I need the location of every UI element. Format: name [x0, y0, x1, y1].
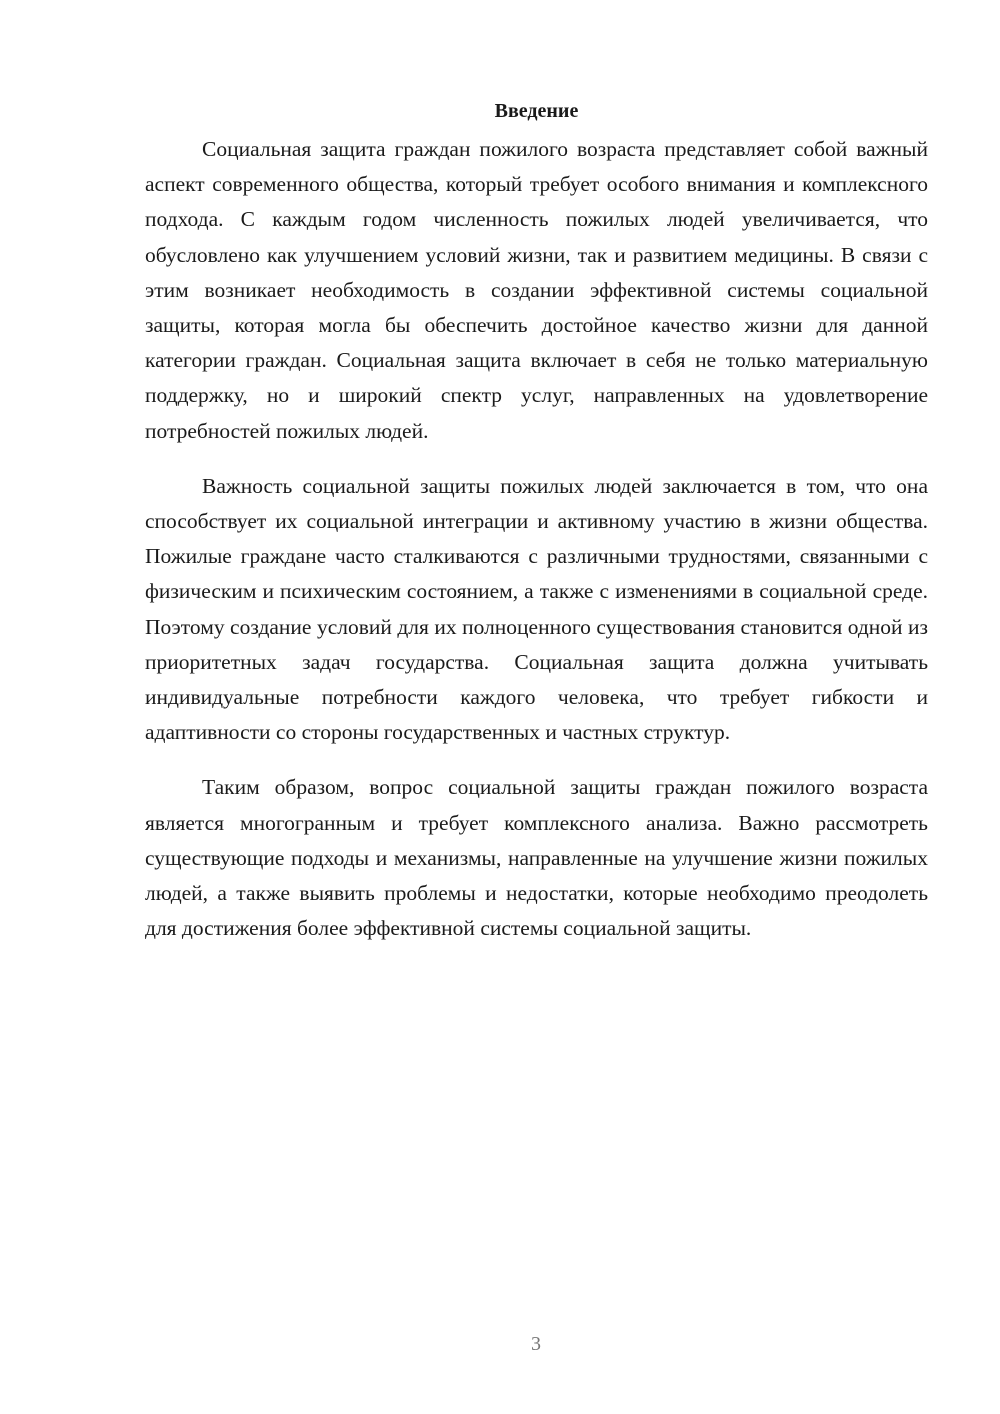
document-page: [145, 96, 928, 966]
section-title: Введение: [494, 100, 579, 122]
page-number: 3: [531, 1333, 541, 1355]
paragraph-1: Социальная защита граждан пожилого возраста представляет собой важный аспект современного общества, который требует особого внимания и комплексного подхода. С каждым годом численность пожилых людей увеличивается, что обусловлено как улучшением условий жизни, так и развитием медицины. В связи с этим возникает необходимость в создании эффективной системы социальной защиты, которая могла бы обеспечить достойное качество жизни для данной категории граждан. Социальная защита включает в себя не только материальную поддержку, но и широкий спектр услуг, направленных на удовлетворение потребностей пожилых людей.: [145, 137, 928, 443]
paragraph-3: Таким образом, вопрос социальной защиты граждан пожилого возраста является многогранным и требует комплексного анализа. Важно рассмотреть существующие подходы и механизмы, направленные на улучшение жизни пожилых людей, а также выявить проблемы и недостатки, которые необходимо преодолеть для достижения более эффективной системы социальной защиты.: [145, 775, 928, 941]
paragraph-2: Важность социальной защиты пожилых людей заключается в том, что она способствует их социальной интеграции и активному участию в жизни общества. Пожилые граждане часто сталкиваются с различными трудностями, связанными с физическим и психическим состоянием, а также с изменениями в социальной среде. Поэтому создание условий для их полноценного существования становится одной из приоритетных задач государства. Социальная защита должна учитывать индивидуальные потребности каждого человека, что требует гибкости и адаптивности со стороны государственных и частных структур.: [145, 473, 928, 745]
